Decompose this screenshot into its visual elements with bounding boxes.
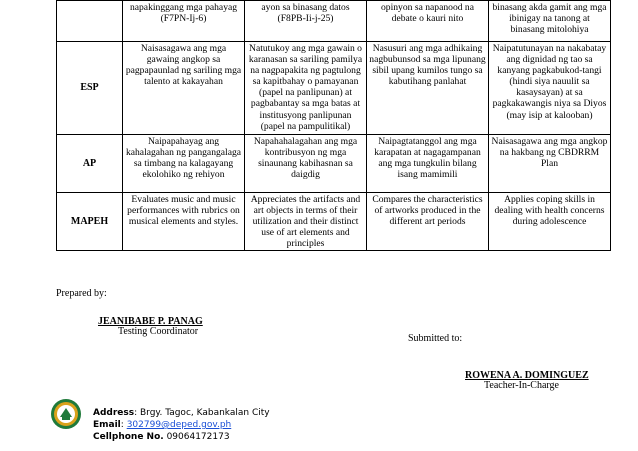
- subject-cell: [57, 1, 123, 42]
- phone-value: 09064172173: [163, 432, 230, 442]
- preparer-name: JEANIBABE P. PANAG: [98, 316, 203, 327]
- table-row: [57, 135, 611, 193]
- table-row: [57, 1, 611, 42]
- competency-cell: Naipagtatanggol ang mga karapatan at nagagampanan ang mga tungkulin bilang isang mamimili: [367, 135, 489, 193]
- address-label: Address: [93, 408, 135, 418]
- competency-cell: Napahahalagahan ang mga kontribusyon ng mga sinaunang kabihasnan sa daigdig: [245, 135, 367, 193]
- competency-cell: Natutukoy ang mga gawain o karanasan sa sariling pamilya na nagpapakita ng pagtulong sa kapitbahay o pamayanan (papel na panlipunan) at pagbabantay sa mga batas at institusyong panlipunan (papel na pampulitikal): [245, 42, 367, 135]
- competency-cell: Evaluates music and music performances with rubrics on musical elements and styles.: [123, 193, 245, 251]
- subject-cell: AP: [57, 135, 123, 193]
- email-link[interactable]: 302799@deped.gov.ph: [126, 420, 232, 430]
- competency-cell: Naipapahayag ang kahalagahan ng pangangalaga sa timbang na kalagayang ekolohiko ng rehiyon: [123, 135, 245, 193]
- email-sep: :: [120, 420, 127, 430]
- footer-contact: [93, 407, 270, 443]
- competency-cell: opinyon sa napanood na debate o kauri nito: [367, 1, 489, 42]
- competency-cell: Compares the characteristics of artworks produced in the different art periods: [367, 193, 489, 251]
- email-line: [93, 419, 270, 431]
- table-row: [57, 193, 611, 251]
- address-value: : Brgy. Tagoc, Kabankalan City: [134, 408, 270, 418]
- competency-cell: napakinggang mga pahayag (F7PN-Ij-6): [123, 1, 245, 42]
- preparer-title: Testing Coordinator: [118, 326, 199, 337]
- address-line: [93, 407, 270, 419]
- recipient-title: Teacher-In-Charge: [484, 380, 559, 391]
- phone-line: [93, 431, 270, 443]
- subject-cell: MAPEH: [57, 193, 123, 251]
- competency-cell: Naisasagawa ang mga gawaing angkop sa pagpapaunlad ng sariling mga talento at kakayahan: [123, 42, 245, 135]
- competency-cell: Appreciates the artifacts and art objects in terms of their utilization and their distinct use of art elements and principles: [245, 193, 367, 251]
- competency-cell: Applies coping skills in dealing with health concerns during adolescence: [489, 193, 611, 251]
- email-label: Email: [93, 420, 121, 430]
- competency-cell: Naisasagawa ang mga angkop na hakbang ng CBDRRM Plan: [489, 135, 611, 193]
- competency-cell: Nasusuri ang mga adhikaing nagbubunsod sa mga lipunang sibil upang kumilos tungo sa kabutihang panlahat: [367, 42, 489, 135]
- submitted-to-label: Submitted to:: [408, 333, 463, 344]
- competency-cell: Naipatutunayan na nakabatay ang dignidad ng tao sa kanyang pagkabukod-tangi (hindi siya nauulit sa kasaysayan) at sa pagkakawangis niya sa Diyos (may isip at kalooban): [489, 42, 611, 135]
- recipient-name: ROWENA A. DOMINGUEZ: [465, 370, 589, 381]
- competency-table: [56, 0, 611, 251]
- phone-label: Cellphone No.: [93, 432, 164, 442]
- competency-cell: ayon sa binasang datos (F8PB-Ii-j-25): [245, 1, 367, 42]
- subject-cell: ESP: [57, 42, 123, 135]
- competency-cell: binasang akda gamit ang mga ibinigay na tanong at binasang mitolohiya: [489, 1, 611, 42]
- school-seal-icon: [50, 398, 82, 430]
- table-row: [57, 42, 611, 135]
- prepared-by-label: Prepared by:: [56, 288, 107, 299]
